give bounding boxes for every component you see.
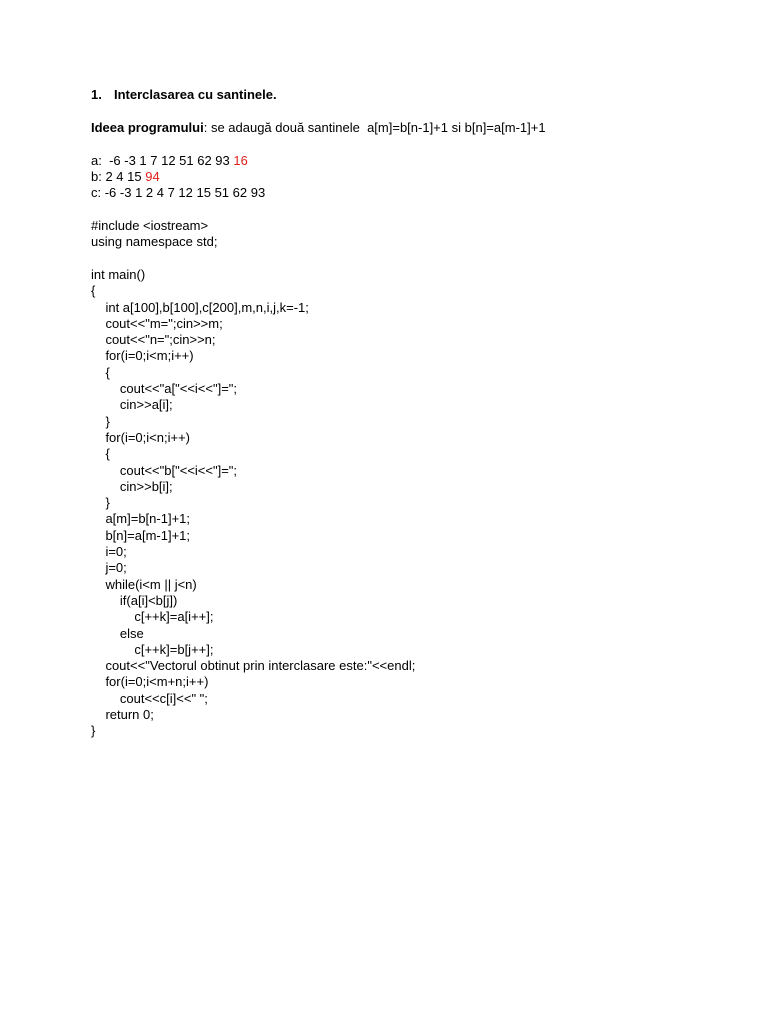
code-line: for(i=0;i<m+n;i++) [91, 674, 209, 690]
code-line: { [91, 446, 110, 462]
code-line: using namespace std; [91, 234, 218, 250]
code-line: return 0; [91, 707, 154, 722]
idea-colon: : [203, 120, 208, 135]
code-line: { [91, 283, 96, 299]
code-line: b[n]=a[m-1]+1; [91, 527, 190, 543]
heading-number: 1. [91, 87, 102, 102]
code-line: } [91, 495, 110, 511]
idea-label: Ideea programului [91, 120, 204, 135]
code-line: } [91, 723, 96, 739]
array-c-line: c: -6 -3 1 2 4 7 12 15 51 62 93 [91, 185, 266, 200]
code-line: #include <iostream> [91, 218, 209, 233]
heading-title: Interclasarea cu santinele. [114, 87, 277, 102]
code-line: if(a[i]<b[j]) [91, 592, 178, 608]
code-line: else [91, 625, 144, 641]
code-line: a[m]=b[n-1]+1; [91, 511, 190, 527]
code-line: cin>>a[i]; [91, 397, 173, 413]
array-a-values: a: -6 -3 1 7 12 51 62 93 [91, 153, 234, 168]
code-line: cout<<"Vectorul obtinut prin interclasare este:"<<endl; [91, 658, 416, 674]
code-line: cout<<"a["<<i<<"]="; [91, 381, 238, 396]
code-line: while(i<m || j<n) [91, 576, 197, 592]
code-line: for(i=0;i<n;i++) [91, 429, 190, 445]
code-line: int main() [91, 266, 146, 282]
array-b-values: b: 2 4 15 [91, 169, 146, 184]
code-line: cout<<"n=";cin>>n; [91, 332, 216, 348]
code-line: } [91, 413, 110, 429]
code-line: i=0; [91, 544, 127, 559]
array-a-sentinel: 16 [233, 153, 248, 168]
code-line: c[++k]=b[j++]; [91, 641, 214, 657]
code-line: cout<<"b["<<i<<"]="; [91, 462, 238, 478]
code-line: { [91, 364, 110, 380]
code-line: c[++k]=a[i++]; [91, 609, 214, 625]
code-line: cout<<c[i]<<" "; [91, 690, 208, 706]
code-line: for(i=0;i<m;i++) [91, 348, 194, 364]
array-b-line [91, 169, 160, 185]
idea-paragraph [91, 120, 546, 136]
array-a-line [91, 153, 248, 169]
idea-text: se adaugă două santinele a[m]=b[n-1]+1 si b[n]=a[m-1]+1 [207, 120, 546, 135]
code-line: cout<<"m=";cin>>m; [91, 315, 223, 331]
code-line: int a[100],b[100],c[200],m,n,i,j,k=-1; [91, 299, 309, 315]
code-line: cin>>b[i]; [91, 478, 173, 494]
section-heading [91, 87, 277, 103]
code-line: j=0; [91, 560, 127, 576]
array-b-sentinel: 94 [145, 169, 160, 184]
